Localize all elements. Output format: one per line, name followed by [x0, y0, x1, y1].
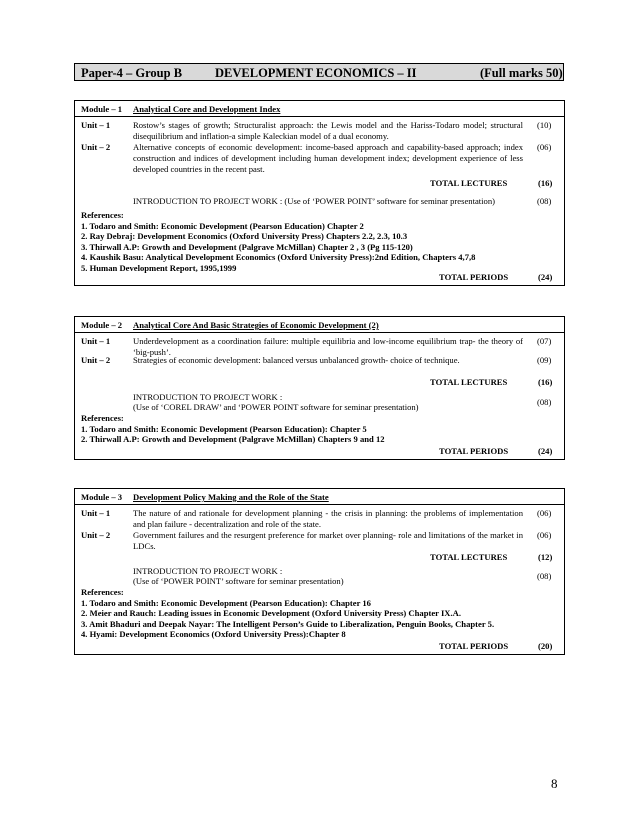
project-work: INTRODUCTION TO PROJECT WORK :: [133, 392, 283, 402]
project-software: (Use of ‘POWER POINT’ software for seminar presentation): [133, 576, 344, 586]
unit-text: Alternative concepts of economic development: income-based approach and capability-based approach; index construction and indices of development including human development index; development experience of less developed countries in the recent past.: [133, 142, 523, 174]
module-1-box: [74, 100, 565, 286]
reference-item: 1. Todaro and Smith: Economic Development (Pearson Education): Chapter 16: [81, 597, 371, 608]
paper-group: Paper-4 – Group B: [81, 66, 183, 80]
unit-label: Unit – 1: [81, 508, 111, 518]
project-marks: (08): [537, 196, 552, 206]
total-periods-label: TOTAL PERIODS: [439, 641, 509, 651]
project-work: INTRODUCTION TO PROJECT WORK : (Use of ‘POWER POINT’ software for seminar presentation): [133, 196, 495, 206]
unit-marks: (09): [537, 355, 552, 365]
reference-item: 5. Human Development Report, 1995,1999: [81, 262, 237, 273]
unit-text: Government failures and the resurgent preference for market over planning- role and limitations of the market in LDCs.: [133, 530, 523, 551]
module-3-box: [74, 488, 565, 655]
unit-text: The nature of and rationale for development planning - the crisis in planning: the problems of implementation and plan failure - decentralization and role of the state.: [133, 508, 523, 529]
module-header: [75, 489, 564, 505]
page-number: 8: [551, 776, 558, 791]
unit-text: Strategies of economic development: balanced versus unbalanced growth- choice of technique.: [133, 355, 460, 365]
total-lectures-label: TOTAL LECTURES: [430, 178, 508, 188]
full-marks: (Full marks 50): [480, 66, 563, 80]
unit-marks: (06): [537, 142, 552, 152]
module-title: Development Policy Making and the Role of the State: [133, 492, 329, 502]
module-label: Module – 1: [81, 104, 123, 114]
total-lectures-label: TOTAL LECTURES: [430, 377, 508, 387]
references: [81, 587, 494, 640]
paper-title: DEVELOPMENT ECONOMICS – II: [215, 66, 417, 80]
references-label: References:: [81, 210, 124, 220]
unit-marks: (10): [537, 120, 552, 130]
module-2-box: [74, 316, 565, 460]
unit-marks: (06): [537, 530, 552, 540]
module-label: Module – 2: [81, 320, 123, 330]
reference-item: 4. Kaushik Basu: Analytical Development Economics (Oxford University Press):2nd Edition, Chapters 4,7,8: [81, 252, 476, 262]
references-label: References:: [81, 587, 124, 597]
paper-header: [74, 63, 564, 81]
unit-marks: (07): [537, 336, 552, 346]
unit-label: Unit – 1: [81, 336, 111, 346]
module-title: Analytical Core and Development Index: [133, 104, 281, 114]
project-work: INTRODUCTION TO PROJECT WORK :: [133, 566, 283, 576]
total-periods-value: (20): [538, 641, 553, 651]
reference-item: 1. Todaro and Smith: Economic Development (Pearson Education): Chapter 5: [81, 423, 367, 434]
total-periods-label: TOTAL PERIODS: [439, 272, 509, 282]
unit-text: Rostow’s stages of growth; Structuralist approach: the Lewis model and the Hariss-Todaro model; structural disequilibrium and inflation-a simple Kaleckian model of a dual economy.: [133, 120, 523, 141]
total-periods-value: (24): [538, 272, 553, 282]
unit-marks: (06): [537, 508, 552, 518]
unit-label: Unit – 2: [81, 355, 111, 365]
total-lectures-value: (16): [538, 178, 553, 188]
unit-label: Unit – 2: [81, 530, 111, 540]
references: [81, 413, 385, 445]
total-lectures-value: (12): [538, 552, 553, 562]
module-title: Analytical Core And Basic Strategies of Economic Development (2): [133, 320, 379, 330]
project-software: (Use of ‘COREL DRAW’ and ‘POWER POINT software for seminar presentation): [133, 402, 419, 412]
unit-label: Unit – 1: [81, 120, 111, 130]
module-label: Module – 3: [81, 492, 123, 502]
reference-item: 4. Hyami: Development Economics (Oxford University Press):Chapter 8: [81, 629, 346, 639]
reference-item: 2. Meier and Rauch: Leading issues in Economic Development (Oxford University Press) Chapter IX.A.: [81, 608, 462, 618]
reference-item: 2. Ray Debraj: Development Economics (Oxford University Press) Chapters 2.2, 2.3, 10.3: [81, 231, 408, 241]
references-label: References:: [81, 413, 124, 423]
references: [81, 210, 475, 273]
unit-label: Unit – 2: [81, 142, 111, 152]
total-periods-label: TOTAL PERIODS: [439, 446, 509, 456]
project-marks: (08): [537, 397, 552, 407]
total-periods-value: (24): [538, 446, 553, 456]
module-header: [75, 317, 564, 333]
project-marks: (08): [537, 571, 552, 581]
total-lectures-label: TOTAL LECTURES: [430, 552, 508, 562]
reference-item: 1. Todaro and Smith: Economic Development (Pearson Education) Chapter 2: [81, 220, 364, 231]
reference-item: 2. Thirwall A.P: Growth and Development (Palgrave McMillan) Chapters 9 and 12: [81, 434, 385, 444]
reference-item: 3. Amit Bhaduri and Deepak Nayar: The Intelligent Person’s Guide to Liberalization, Penguin Books, Chapter 5.: [81, 618, 495, 629]
reference-item: 3. Thirwall A.P: Growth and Development (Palgrave McMillan) Chapter 2 , 3 (Pg 115-120): [81, 241, 413, 252]
total-lectures-value: (16): [538, 377, 553, 387]
module-header: [75, 101, 564, 117]
unit-text: Underdevelopment as a coordination failure: multiple equilibria and low-income equilibrium trap- the theory of ‘big-push’.: [133, 336, 523, 357]
